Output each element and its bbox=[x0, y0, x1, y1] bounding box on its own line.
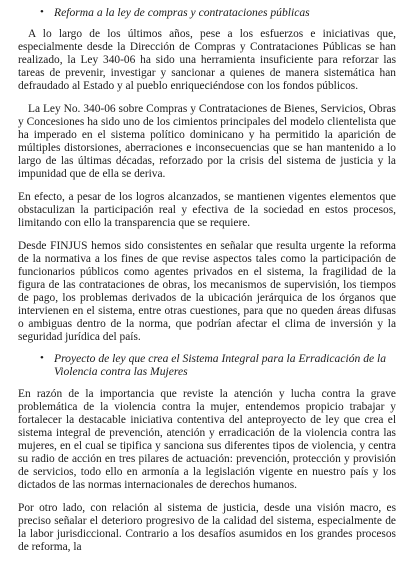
bullet-icon: • bbox=[40, 6, 44, 18]
paragraph-ley-340-06-intro: A lo largo de los últimos años, pese a los esfuerzos e iniciativas que, especialmente desde la Dirección de Compras y Contrataciones Públicas se han realizado, la Ley 340-06 ha sido una herramienta insuficiente para reforzar las tareas de prevenir, investigar y sancionar a quienes de manera sistemática han defraudado al Estado y al pueblo enriqueciéndose con los fondos públicos. bbox=[18, 28, 396, 92]
paragraph-ley-340-06-clientelismo: La Ley No. 340-06 sobre Compras y Contrataciones de Bienes, Servicios, Obras y Concesiones ha sido uno de los cimientos principales del modelo clientelista que ha imperado en el sistema político dominicano y ha permitido la aparición de múltiples distorsiones, aberraciones e inconsecuencias que se han mantenido a lo largo de las últimas décadas, reforzado por la crisis del sistema de justicia y la impunidad que de ella se deriva. bbox=[18, 103, 396, 180]
paragraph-sistema-justicia: Por otro lado, con relación al sistema de justicia, desde una visión macro, es preciso señalar el deterioro progresivo de la calidad del sistema, especialmente de la labor jurisdiccional. Contrario a los desafíos asumidos en los grandes procesos de reforma, la bbox=[18, 502, 396, 553]
paragraph-logros: En efecto, a pesar de los logros alcanzados, se mantienen vigentes elementos que obstaculizan la participación real y efectiva de la sociedad en estos procesos, limitando con ello la transparencia que se requiere. bbox=[18, 191, 396, 229]
paragraph-violencia-mujer: En razón de la importancia que reviste la atención y lucha contra la grave problemática de la violencia contra la mujer, entendemos propicio trabajar y fortalecer la destacable iniciativa contentiva del anteproyecto de ley que crea el sistema integral de prevención, atención y erradicación de la violencia contra las mujeres, en el cual se tipifica y sanciona sus diferentes tipos de violencia, y centra su radio de acción en tres pilares de actuación: prevención, protección y provisión de servicios, todo ello en armonía a la legislación vigente en nuestro país y los dictados de las normas internacionales de derechos humanos. bbox=[18, 388, 396, 491]
section-heading-text: Reforma a la ley de compras y contrataciones públicas bbox=[54, 6, 310, 19]
section-heading-violencia bbox=[40, 352, 396, 378]
section-heading-text: Proyecto de ley que crea el Sistema Integral para la Erradicación de la Violencia contra las Mujeres bbox=[54, 352, 387, 378]
paragraph-finjus: Desde FINJUS hemos sido consistentes en señalar que resulta urgente la reforma de la normativa a los fines de que revise aspectos tales como la participación de funcionarios públicos como agentes privados en el sistema, la fragilidad de la figura de las contrataciones de obras, los mecanismos de supervisión, los tiempos de pago, los problemas derivados de la ubicación jerárquica de los órganos que intervienen en el sistema, entre otras cuestiones, para que no queden áreas difusas o ambiguas dentro de la norma, que podrían afectar el clima de inversión y la seguridad jurídica del país. bbox=[18, 240, 396, 343]
bullet-icon: • bbox=[40, 352, 44, 364]
section-heading-compras bbox=[40, 6, 396, 19]
